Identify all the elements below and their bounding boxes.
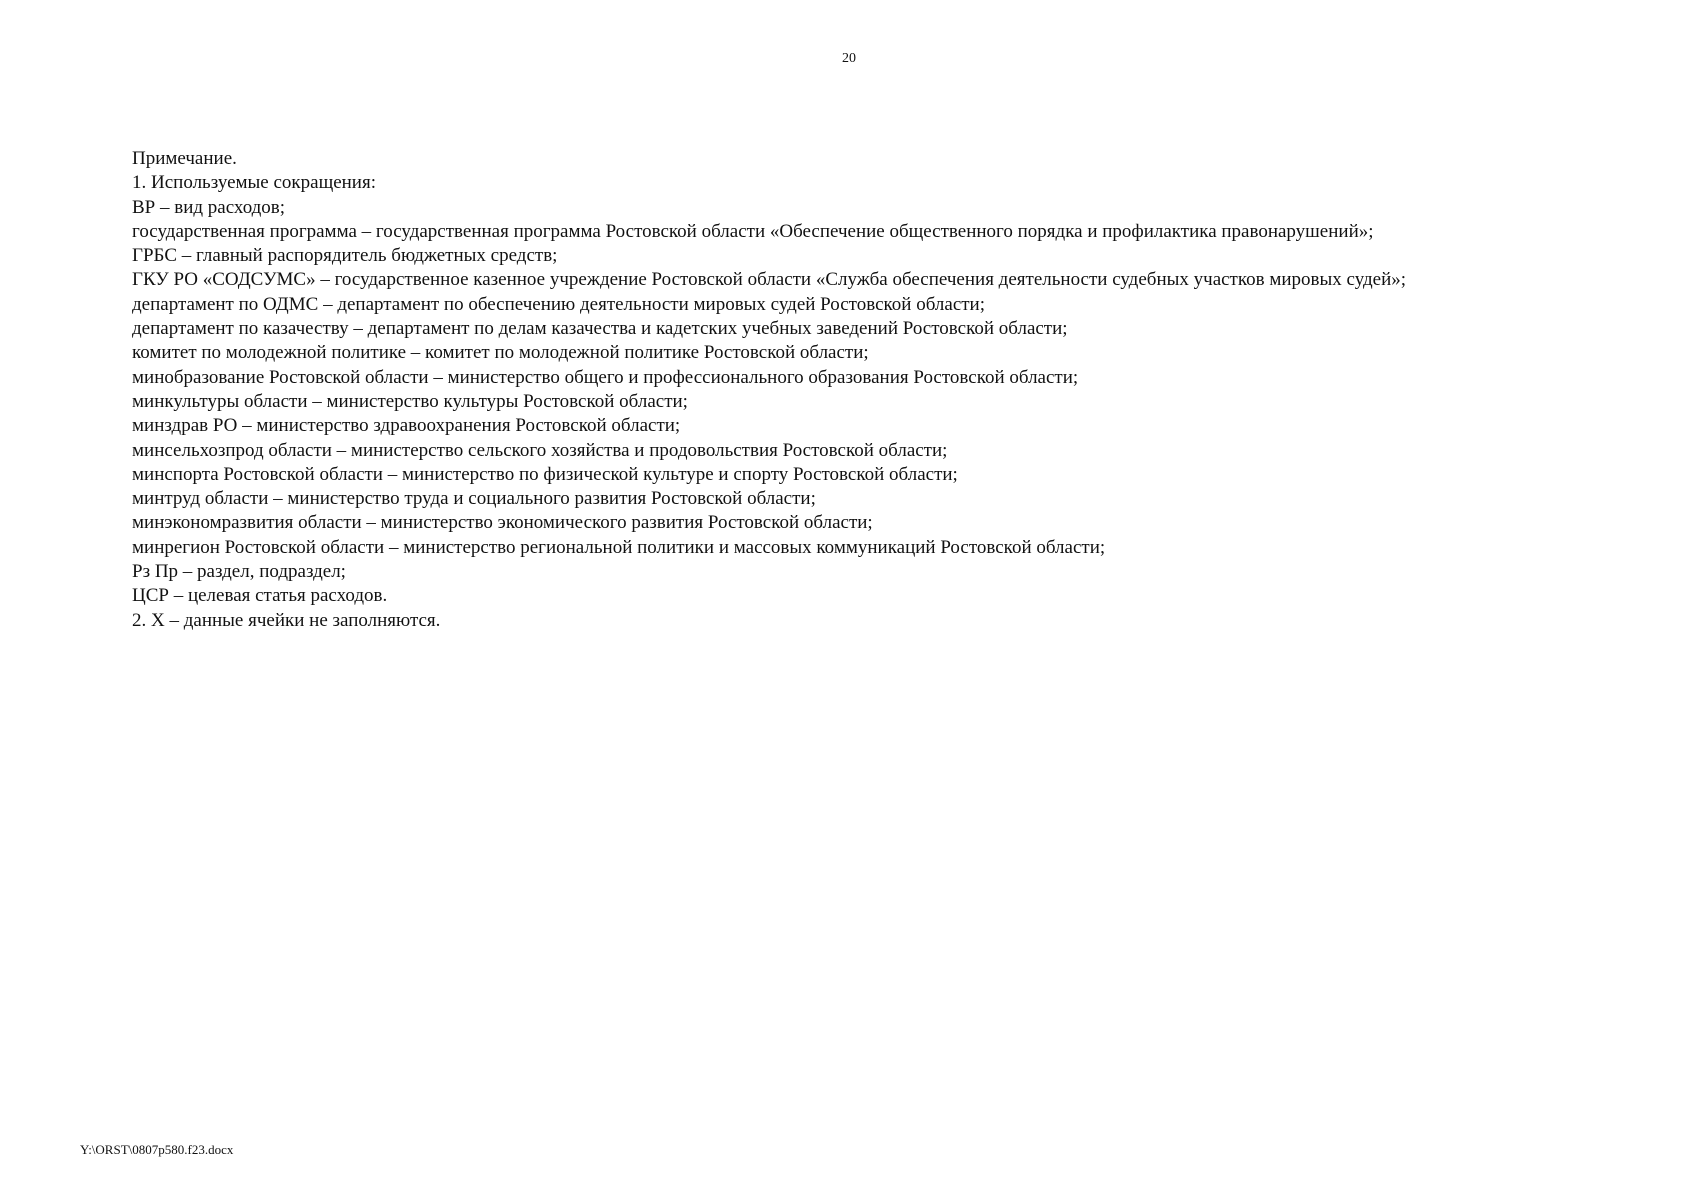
abbreviation-item: комитет по молодежной политике – комитет по молодежной политике Ростовской области; — [132, 342, 869, 364]
abbreviation-item: ГРБС – главный распорядитель бюджетных средств; — [132, 245, 558, 267]
abbreviation-item: минэкономразвития области – министерство экономического развития Ростовской области; — [132, 512, 873, 534]
abbreviation-item: минобразование Ростовской области – министерство общего и профессионального образования Ростовской области; — [132, 366, 1079, 388]
abbreviations-title: 1. Используемые сокращения: — [132, 172, 376, 194]
abbreviation-item: минкультуры области – министерство культуры Ростовской области; — [132, 390, 688, 412]
abbreviation-item: минсельхозпрод области – министерство сельского хозяйства и продовольствия Ростовской области; — [132, 439, 948, 461]
footer-file-path: Y:\ORST\0807p580.f23.docx — [80, 1142, 234, 1157]
abbreviation-item: минспорта Ростовской области – министерство по физической культуре и спорту Ростовской области; — [132, 463, 958, 485]
abbreviation-item: департамент по казачеству – департамент по делам казачества и кадетских учебных заведений Ростовской области; — [132, 318, 1068, 340]
notes-section — [132, 147, 1632, 633]
abbreviation-item: Рз Пр – раздел, подраздел; — [132, 561, 346, 583]
note-item-2: 2. Х – данные ячейки не заполняются. — [132, 609, 441, 631]
abbreviation-item: государственная программа – государственная программа Ростовской области «Обеспечение общественного порядка и профилактика правонарушений»; — [132, 220, 1374, 242]
abbreviation-item: ГКУ РО «СОДСУМС» – государственное казенное учреждение Ростовской области «Служба обеспечения деятельности судебных участков мировых судей»; — [132, 269, 1407, 291]
abbreviation-item: минтруд области – министерство труда и социального развития Ростовской области; — [132, 488, 816, 510]
abbreviation-item: минрегион Ростовской области – министерство региональной политики и массовых коммуникаций Ростовской области; — [132, 536, 1106, 558]
abbreviation-item: департамент по ОДМС – департамент по обеспечению деятельности мировых судей Ростовской области; — [132, 293, 986, 315]
notes-heading: Примечание. — [132, 148, 237, 169]
abbreviation-item: минздрав РО – министерство здравоохранения Ростовской области; — [132, 415, 681, 437]
abbreviation-item: ЦСР – целевая статья расходов. — [132, 585, 388, 607]
page-number: 20 — [842, 51, 856, 66]
abbreviation-item: ВР – вид расходов; — [132, 196, 286, 218]
